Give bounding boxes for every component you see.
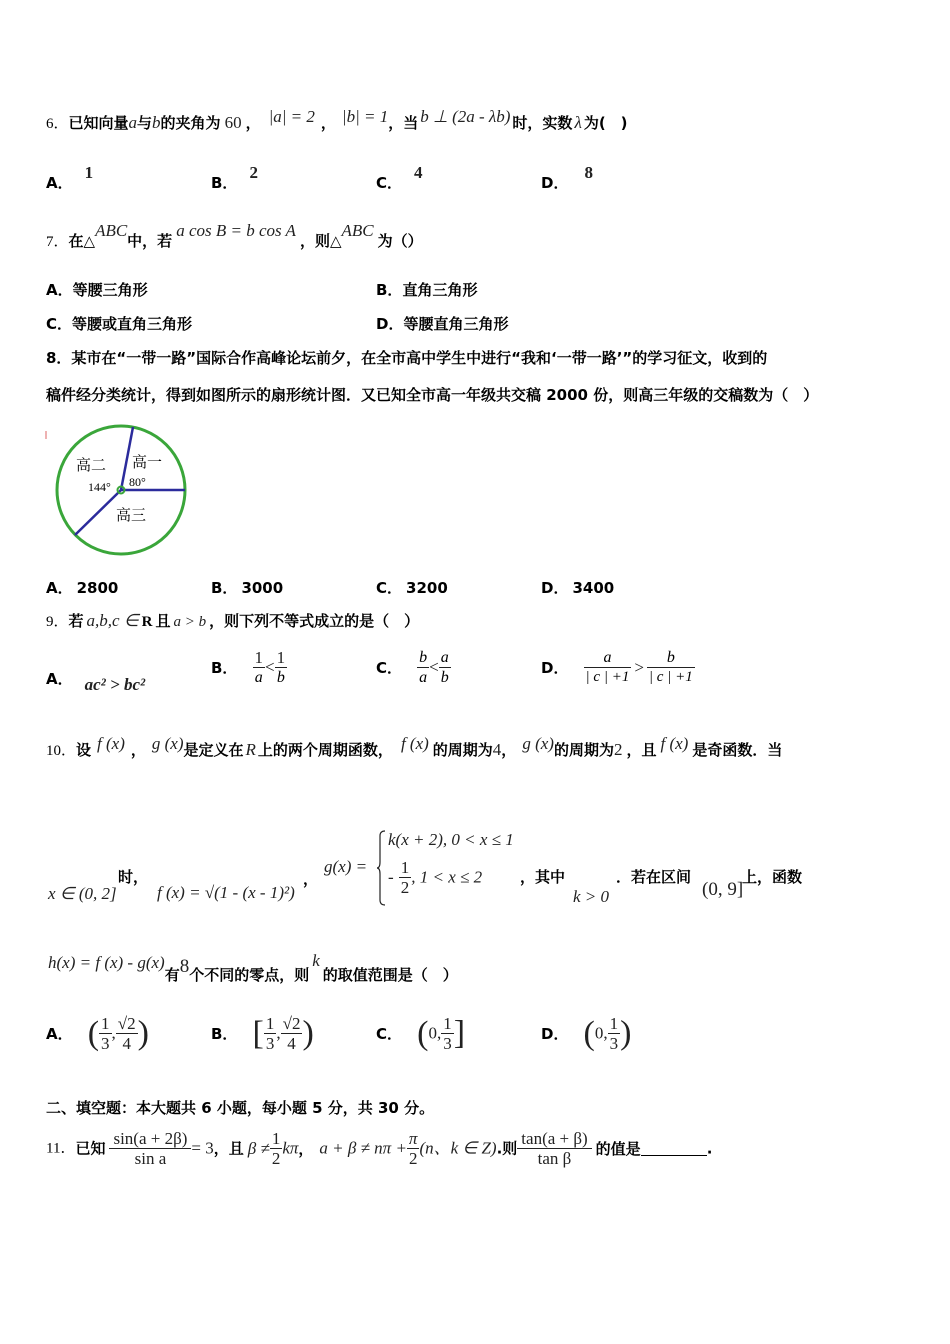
fraction (253, 648, 266, 687)
pie-divider-down (75, 490, 121, 535)
q10-option-c[interactable] (376, 1014, 465, 1053)
option-label: C． (376, 174, 403, 192)
option-label: A． (46, 174, 73, 192)
q7-text: 在△ (68, 232, 96, 250)
q11-fraction-target (517, 1129, 591, 1168)
bracket-right: ) (620, 1014, 632, 1052)
q7-triangle: ABC (95, 221, 128, 240)
q6-text: 为( ) (583, 114, 628, 132)
q6-text: ， (245, 114, 261, 132)
bracket-left: ( (583, 1014, 595, 1052)
fraction (270, 1129, 283, 1168)
q10-stem-line1 (46, 733, 782, 768)
q9-text: 若 (68, 612, 84, 630)
q9-option-d[interactable] (541, 648, 695, 687)
q9-text: 且 (155, 612, 171, 630)
q11-cond1: β ≠ (247, 1138, 270, 1158)
option-label: A． (46, 281, 73, 299)
bracket-left: [ (252, 1014, 264, 1052)
numerator: 1 (276, 648, 286, 667)
q6-option-c[interactable] (376, 163, 423, 193)
q10-text: 的周期为 (553, 741, 614, 759)
q7-option-d[interactable] (376, 313, 508, 334)
option-value: 2800 (76, 579, 119, 597)
fraction (647, 648, 695, 687)
q9-condition: a > b (173, 614, 207, 630)
q10-text: 是奇函数．当 (692, 741, 783, 759)
q10-f-definition: f (x) = √(1 - (x - 1)²) (157, 883, 295, 902)
q10-func-g: g (x) (151, 734, 184, 753)
q6-abs-b: |b| = 1 (341, 107, 389, 126)
q10-text: 是定义在 (183, 741, 244, 759)
fraction (441, 1014, 454, 1053)
q11-answer-blank[interactable] (641, 1141, 707, 1156)
denominator: 3 (443, 1034, 452, 1053)
option-value: 等腰三角形 (72, 281, 148, 299)
numerator: π (408, 1129, 418, 1148)
q7-text: 中，若 (127, 232, 173, 250)
numerator: sin(a + 2β) (109, 1129, 191, 1149)
q11-text: ， (298, 1139, 314, 1158)
q8-pie-chart (44, 424, 194, 564)
comma: , (276, 1023, 281, 1043)
interval-start: 0, (594, 1023, 608, 1043)
denominator: 3 (609, 1034, 619, 1053)
q10-text: ， (501, 741, 517, 759)
option-label: A． (46, 670, 73, 688)
q11-text: .则 (496, 1139, 518, 1158)
pie-label-grade2: 高二 (76, 456, 107, 474)
q10-func-f: f (x) (97, 734, 125, 753)
operator: > (634, 657, 644, 677)
numerator: 1 (254, 648, 264, 667)
option-value: 3200 (406, 579, 448, 597)
q10-set-R: R (245, 740, 256, 759)
q11-fraction-given (109, 1129, 191, 1168)
fraction (584, 648, 632, 687)
q10-brace (376, 830, 386, 906)
fraction (281, 1014, 303, 1053)
q10-text: 的周期为 (432, 741, 493, 759)
numerator: b (419, 649, 428, 666)
option-label: B． (376, 281, 403, 299)
q7-option-c[interactable] (46, 313, 192, 334)
option-label: C． (376, 1025, 403, 1043)
q9-option-b[interactable] (211, 648, 287, 687)
q6-number: 6． (46, 116, 69, 132)
option-label: B． (211, 579, 238, 597)
option-value: 8 (584, 163, 593, 182)
comma: , (111, 1023, 116, 1043)
q9-option-a[interactable] (46, 668, 146, 694)
q6-var-b: b (152, 113, 161, 132)
q10-h-definition: h(x) = f (x) - g(x) (48, 953, 165, 972)
option-label: D． (376, 315, 404, 333)
q10-text: ，其中 (520, 868, 566, 886)
q10-func-f: f (x) (400, 734, 429, 753)
denominator: b (276, 669, 285, 686)
q10-text: 个不同的零点，则 (189, 966, 310, 984)
option-value: 1 (84, 163, 94, 182)
q11-text: . (706, 1139, 713, 1158)
q10-option-a[interactable] (46, 1014, 149, 1053)
bracket-left: ( (87, 1014, 100, 1052)
q6-lambda: λ (574, 113, 582, 132)
option-label: D． (541, 174, 569, 192)
option-label: D． (541, 1025, 569, 1043)
interval-start: 0, (428, 1023, 442, 1043)
q10-stem-line3 (48, 952, 458, 982)
bracket-right: ] (453, 1014, 466, 1052)
pie-angle-144: 144° (88, 480, 111, 494)
pie-label-grade3: 高三 (116, 506, 147, 524)
q10-text: ，且 (626, 741, 657, 759)
q6-abs-a: |a| = 2 (268, 107, 315, 126)
q10-text: 上，函数 (742, 868, 803, 886)
option-label: D． (541, 659, 569, 677)
operator: < (429, 657, 439, 677)
q7-stem (46, 221, 423, 257)
numerator: 1 (609, 1014, 619, 1033)
q6-text: 已知向量 (68, 114, 129, 132)
q6-text: ， (320, 114, 336, 132)
option-label: B． (211, 659, 238, 677)
q9-stem (46, 606, 419, 637)
q10-text: ， (130, 741, 146, 759)
q10-period-g: 2 (613, 740, 623, 759)
option-value: 直角三角形 (402, 281, 478, 299)
bracket-left: ( (417, 1014, 429, 1052)
fraction (439, 648, 451, 687)
q8-option-a[interactable] (46, 577, 118, 598)
q9-vars: a,b,c ∈ (86, 611, 139, 630)
denominator: 4 (122, 1034, 131, 1053)
denominator: | c | +1 (585, 669, 630, 685)
q11-equals: = 3 (191, 1138, 214, 1158)
denominator: 2 (400, 878, 410, 897)
q10-option-d[interactable] (541, 1014, 631, 1053)
pie-angle-80: 80° (129, 475, 146, 489)
q10-text: 有 (164, 966, 180, 984)
option-label: C． (376, 579, 403, 597)
fraction (116, 1014, 138, 1053)
q6-text: 的夹角为 (160, 114, 221, 132)
numerator: 1 (443, 1014, 452, 1033)
bracket-right: ) (302, 1014, 314, 1052)
option-value: 等腰直角三角形 (403, 315, 509, 333)
option-label: C． (376, 659, 403, 677)
q6-text: 时，实数 (512, 114, 573, 132)
q11-number: 11． (46, 1140, 76, 1157)
q7-text: 为（） (377, 232, 423, 250)
q10-period-f: 4 (492, 740, 502, 759)
option-expression: ac² > bc² (84, 675, 146, 694)
q10-text: 时， (118, 868, 149, 886)
q8-option-d[interactable] (541, 577, 614, 598)
q10-text: ， (303, 870, 319, 888)
q10-k: k (312, 951, 320, 970)
q11-text: 已知 (75, 1139, 106, 1158)
option-label: A． (46, 579, 73, 597)
q10-text: 上的两个周期函数， (257, 741, 393, 759)
numerator: tan(a + β) (517, 1129, 591, 1149)
q7-option-a[interactable] (46, 279, 148, 300)
denominator: 4 (287, 1034, 296, 1053)
denominator: 3 (265, 1034, 275, 1053)
option-label: A． (46, 1025, 73, 1043)
q6-text: 与 (137, 114, 153, 132)
denominator: 2 (271, 1149, 281, 1168)
q7-number: 7． (46, 234, 69, 250)
option-label: D． (541, 579, 569, 597)
q10-text: 的取值范围是（ ） (322, 966, 458, 984)
fraction (99, 1014, 112, 1053)
denominator: sin a (134, 1149, 167, 1168)
fraction (399, 858, 412, 897)
q7-triangle: ABC (341, 221, 374, 240)
q6-var-a: a (128, 113, 138, 132)
option-value: 4 (414, 163, 423, 182)
q11-cond1-rest: kπ (282, 1138, 299, 1158)
fraction (264, 1014, 277, 1053)
denominator: 3 (101, 1034, 110, 1053)
bracket-right: ) (137, 1014, 149, 1052)
q10-option-b[interactable] (211, 1014, 314, 1053)
option-value: 等腰或直角三角形 (72, 315, 193, 333)
q10-g-name: g(x) = (324, 857, 368, 876)
q8-option-c[interactable] (376, 577, 448, 598)
q10-g-case1: k(x + 2), 0 < x ≤ 1 (388, 830, 514, 849)
q10-text: 设 (76, 741, 92, 759)
q10-k-condition: k > 0 (573, 887, 610, 906)
q11-cond2: a + β ≠ nπ + (319, 1138, 407, 1158)
q7-text: ，则△ (299, 232, 342, 250)
q11-text: ，且 (213, 1139, 244, 1158)
denominator: a (254, 669, 263, 686)
numerator: 1 (400, 858, 410, 877)
q10-zero-count: 8 (179, 956, 190, 977)
numerator: √2 (117, 1014, 136, 1033)
q10-func-g: g (x) (522, 734, 554, 753)
q8-option-b[interactable] (211, 577, 283, 598)
q6-option-b[interactable] (211, 163, 258, 193)
option-label: B． (211, 1025, 238, 1043)
q10-interval: (0, 9] (702, 879, 744, 900)
numerator: 1 (265, 1014, 275, 1033)
q10-g-case2 (388, 858, 482, 897)
q11-text: 的值是 (595, 1139, 641, 1158)
q6-stem (46, 108, 628, 139)
q8-stem-line1: 8．某市在“一带一路”国际合作高峰论坛前夕，在全市高中学生中进行“我和‘一带一路’”的学习征文，收到的 (46, 349, 768, 367)
minus-sign: - (388, 867, 394, 887)
q10-func-f: f (x) (660, 734, 689, 753)
q9-text: ，则下列不等式成立的是（ ） (209, 612, 420, 630)
q6-condition: b ⊥ (2a - λb) (420, 107, 511, 126)
numerator: 1 (101, 1014, 110, 1033)
q6-option-a[interactable] (46, 163, 94, 193)
numerator: √2 (282, 1014, 301, 1033)
q7-equation: a cos B = b cos A (176, 221, 296, 240)
option-label: B． (211, 174, 238, 192)
fraction (275, 648, 288, 687)
fraction (417, 648, 429, 687)
fraction (608, 1014, 621, 1053)
option-value: 3000 (241, 579, 284, 597)
q6-text: ，当 (388, 114, 419, 132)
q9-number: 9． (46, 614, 69, 630)
q10-domain: x ∈ (0, 2] (48, 884, 117, 903)
q11-stem (46, 1124, 712, 1173)
operator: < (265, 657, 275, 677)
q10-number: 10． (46, 743, 77, 759)
option-value: 3400 (572, 579, 615, 597)
numerator: b (647, 648, 695, 668)
q9-option-c[interactable] (376, 648, 451, 687)
q10-text: ．若在区间 (616, 868, 692, 886)
denominator: 2 (408, 1149, 418, 1168)
q6-option-d[interactable] (541, 163, 593, 193)
numerator: a (440, 649, 449, 666)
q7-option-b[interactable] (376, 279, 477, 300)
option-value: 2 (249, 163, 258, 182)
denominator: b (440, 669, 449, 686)
fraction (407, 1129, 420, 1168)
option-label: C． (46, 315, 73, 333)
numerator: a (584, 648, 632, 668)
pie-label-grade1: 高一 (132, 453, 163, 471)
section-title: 二、填空题：本大题共 6 小题，每小题 5 分，共 30 分。 (46, 1099, 435, 1117)
q11-cond2-rest: (n、k ∈ Z) (419, 1138, 497, 1158)
numerator: 1 (271, 1129, 281, 1148)
denominator: | c | +1 (648, 669, 693, 685)
q9-set-R: R (141, 614, 153, 630)
q6-angle: 60 (224, 113, 242, 132)
denominator: tan β (537, 1149, 572, 1168)
case-range: , 1 < x ≤ 2 (411, 867, 483, 887)
q8-stem-line2: 稿件经分类统计，得到如图所示的扇形统计图．又已知全市高一年级共交稿 2000 份，则高三年级的交稿数为（ ） (46, 386, 819, 404)
denominator: a (419, 669, 428, 686)
